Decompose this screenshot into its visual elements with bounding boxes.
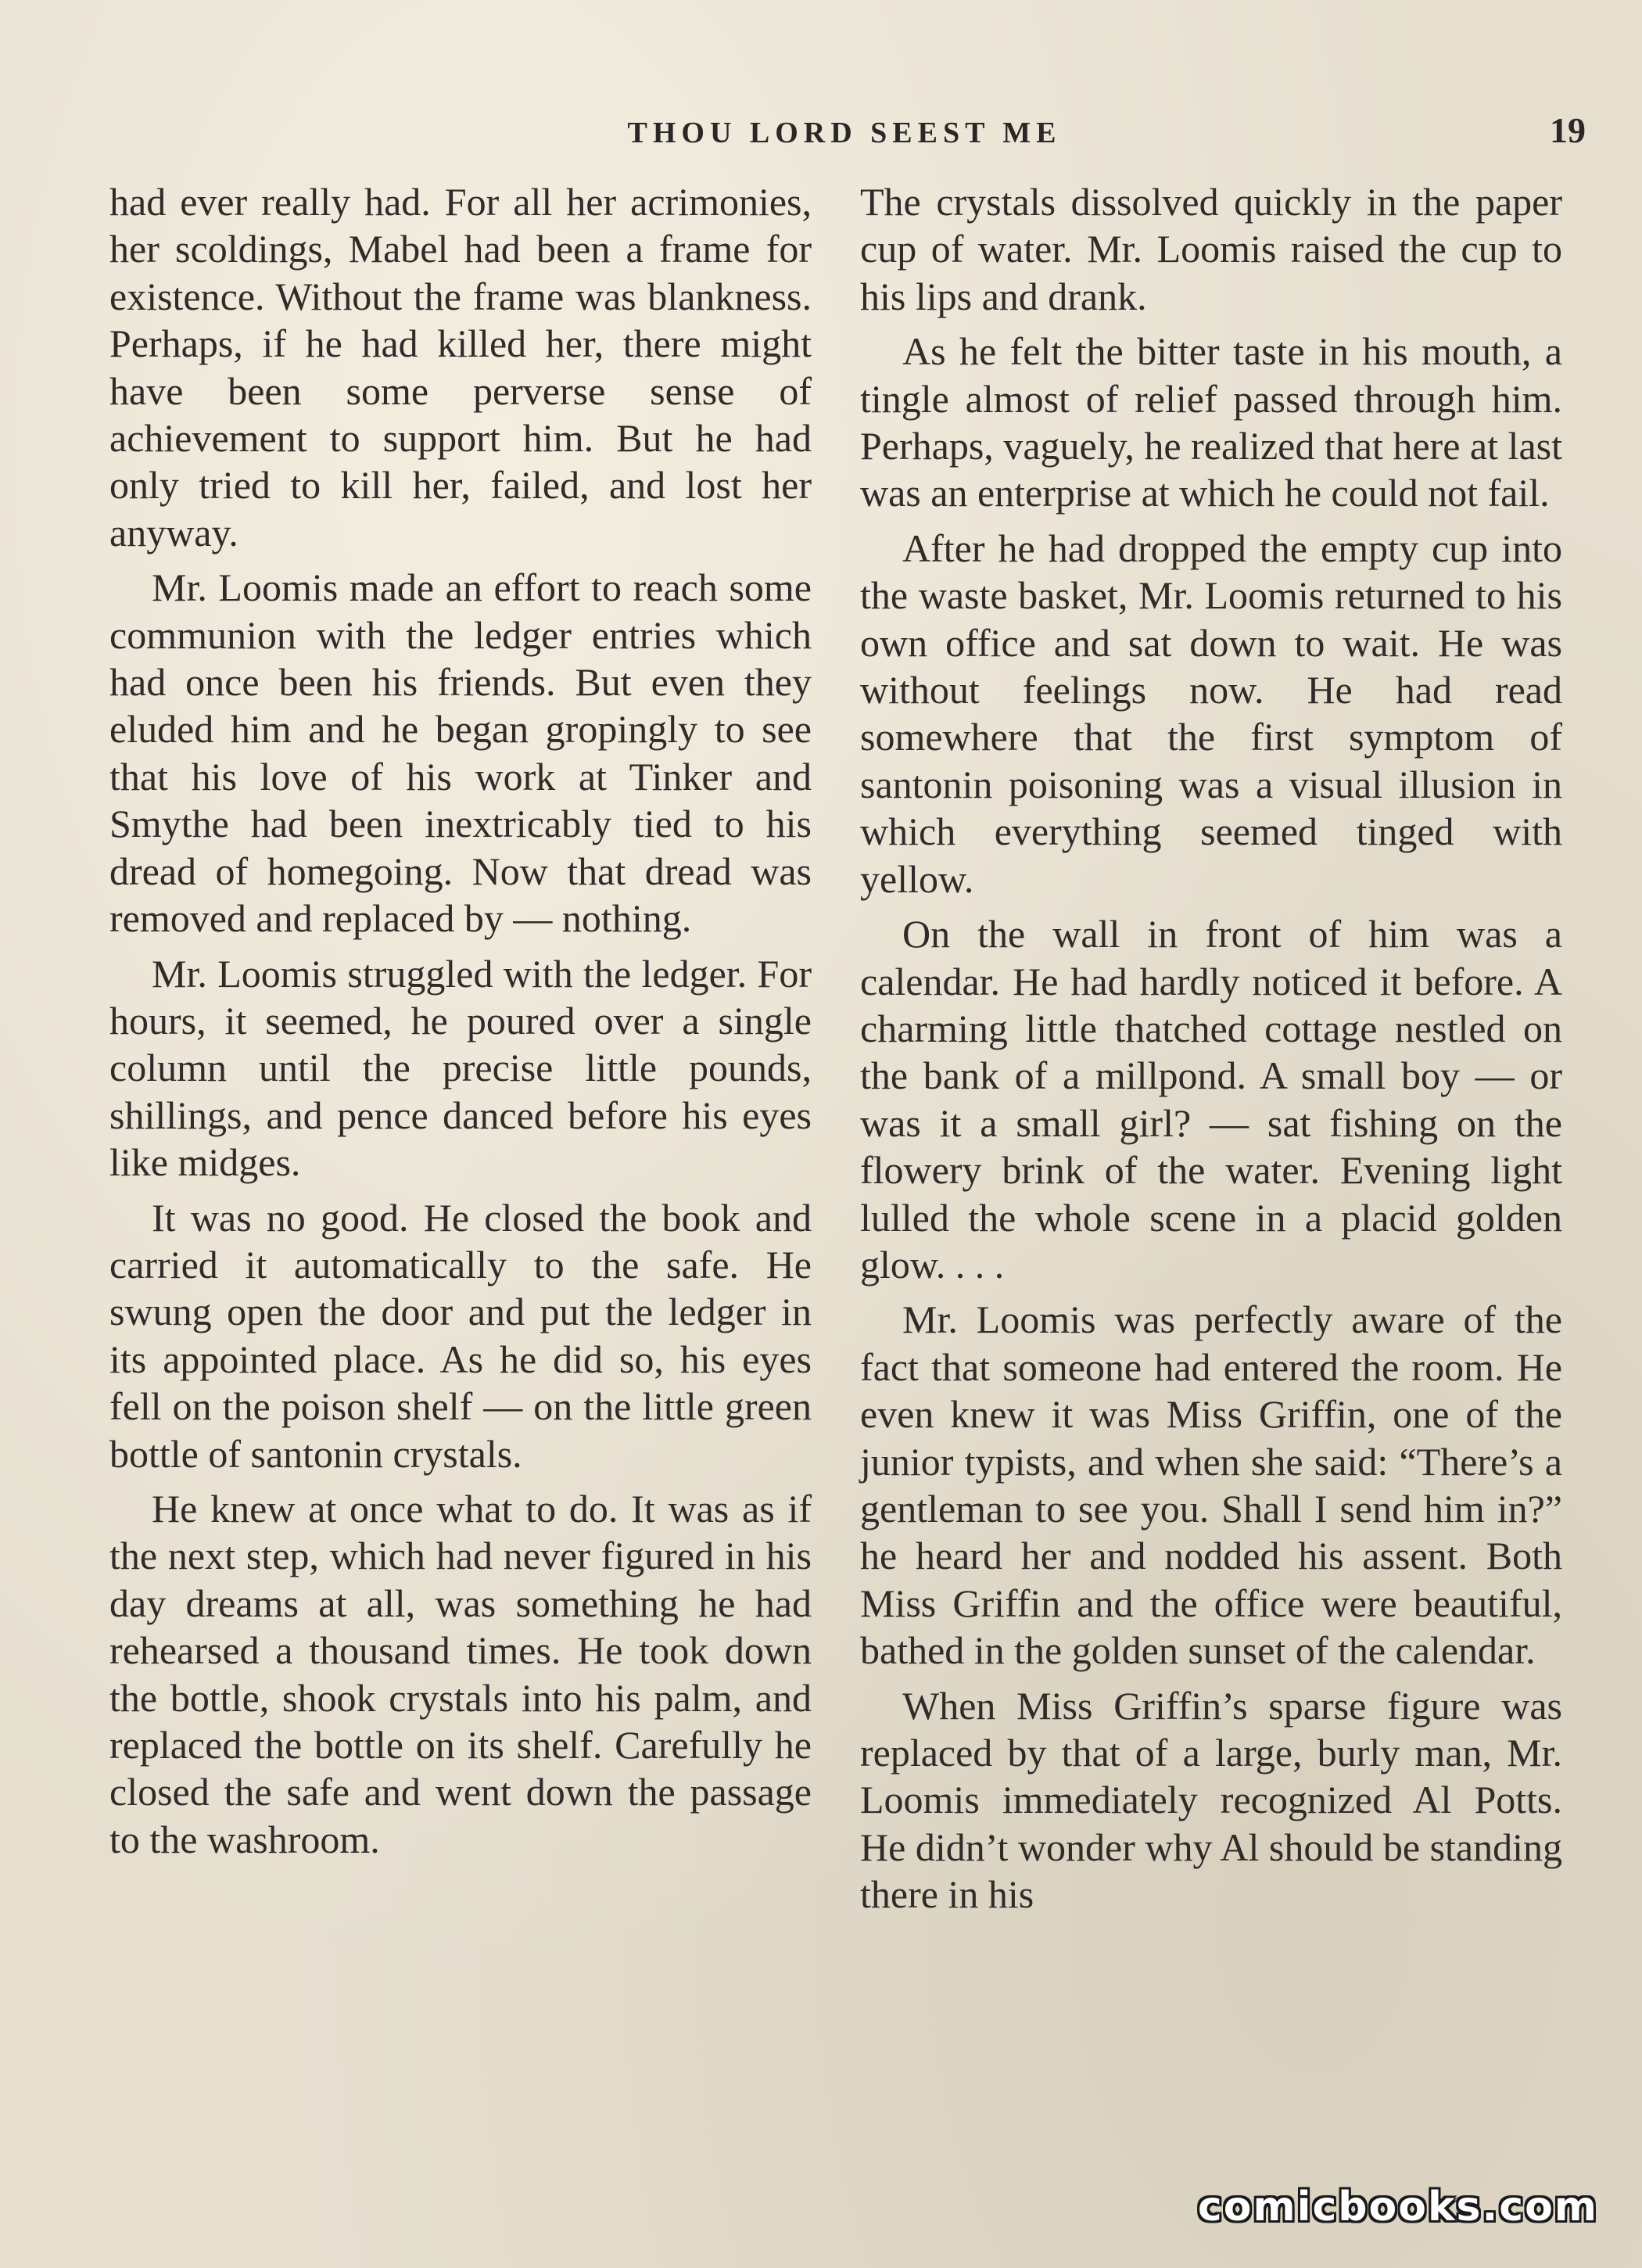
paragraph: Mr. Loomis struggled with the ledger. For hours, it seemed, he poured over a single column until the precise little pounds, shillings, and pence danced before his eyes like midges. [109, 951, 812, 1185]
page-number: 19 [1550, 110, 1586, 150]
paragraph: On the wall in front of him was a calendar. He had hardly noticed it before. A charming little thatched cottage nestled on the bank of a millpond. A small boy — or was it a small girl? — sat fishing on the flowery brink of the water. Evening light lulled the whole scene in a placid golden glow. . . . [860, 912, 1562, 1287]
paragraph: He knew at once what to do. It was as if the next step, which had never figured in his day dreams at all, was something he had rehearsed a thousand times. He took down the bottle, shook crystals into his palm, and replaced the bottle on its shelf. Carefully he closed the safe and went down the passage to the washroom. [109, 1486, 812, 1861]
paragraph: After he had dropped the empty cup into the waste basket, Mr. Loomis returned to his own office and sat down to wait. He was without feelings now. He had read somewhere that the first symptom of santonin poisoning was a visual illusion in which everything seemed tinged with yellow. [860, 526, 1562, 901]
paragraph: It was no good. He closed the book and carried it automatically to the safe. He swung open the door and put the ledger in its appointed place. As he did so, his eyes fell on the poison shelf — on the little green bottle of santonin crystals. [109, 1195, 812, 1476]
running-title: THOU LORD SEEST ME [627, 117, 1062, 149]
paragraph: had ever really had. For all her acrimonies, her scoldings, Mabel had been a frame for existence. Without the frame was blankness. Perhaps, if he had killed her, there might have been some perverse sense of achievement to support him. But he had only tried to kill her, failed, and lost her anyway. [109, 180, 812, 554]
paragraph: Mr. Loomis was perfectly aware of the fact that someone had entered the room. He even knew it was Miss Griffin, one of the junior typists, and when she said: “There’s a gentleman to see you. Shall I send him in?” he heard her and nodded his assent. Both Miss Griffin and the office were beautiful, bathed in the golden sunset of the calendar. [860, 1297, 1562, 1673]
paragraph: The crystals dissolved quickly in the paper cup of water. Mr. Loomis raised the cup to his lips and drank. [860, 180, 1562, 318]
site-watermark: comicbooks.com [1197, 2184, 1598, 2230]
paragraph: Mr. Loomis made an effort to reach some communion with the ledger entries which had once been his friends. But even they eluded him and he began gropingly to see that his love of his work at Tinker and Smythe had been inextricably tied to his dread of homegoing. Now that dread was removed and replaced by — nothing. [109, 565, 812, 941]
paragraph: When Miss Griffin’s sparse figure was replaced by that of a large, burly man, Mr. Loomis immediately recognized Al Potts. He didn’t wonder why Al should be standing there in his [860, 1683, 1562, 1917]
left-column [109, 178, 812, 1871]
right-column [860, 178, 1562, 1926]
paragraph: As he felt the bitter taste in his mouth, a tingle almost of relief passed through him. Perhaps, vaguely, he realized that here at last was an enterprise at which he could not fail. [860, 329, 1562, 515]
